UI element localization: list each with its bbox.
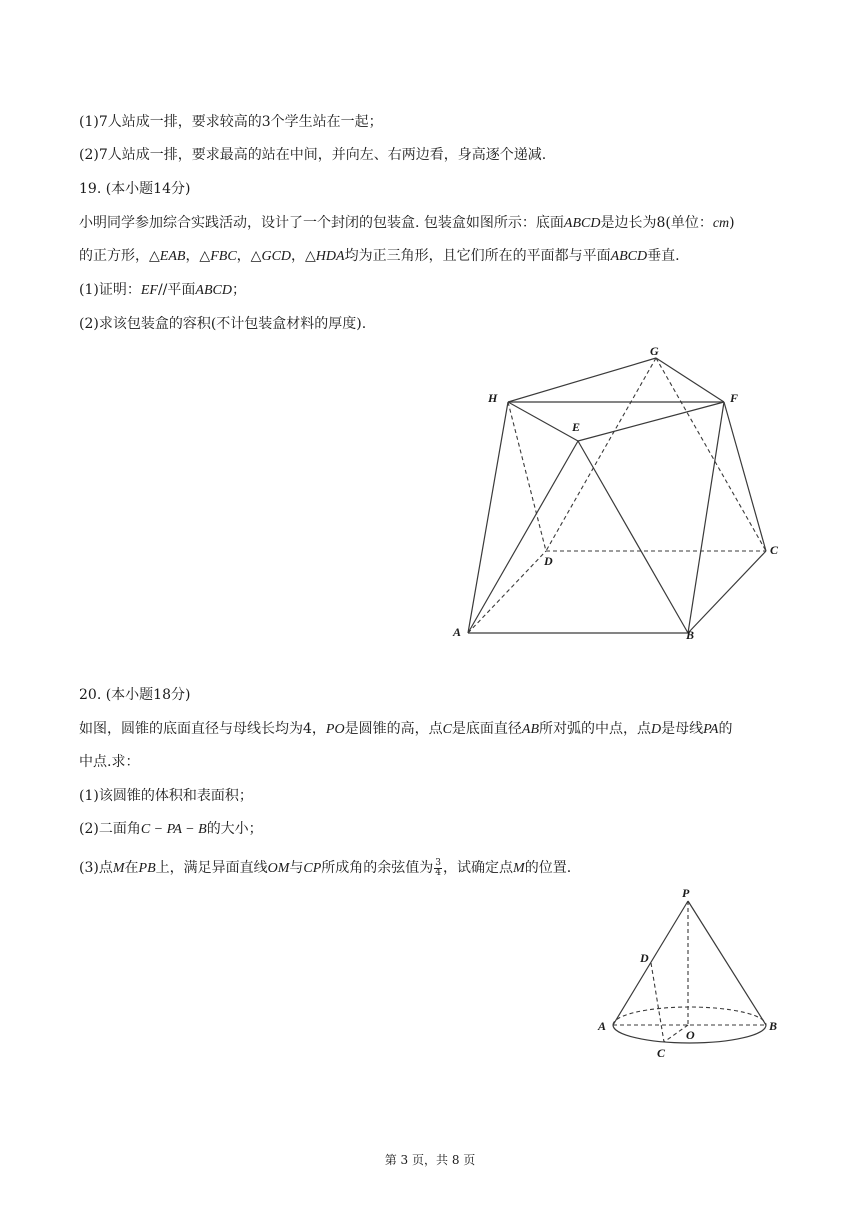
math-fbc: FBC [210,249,237,264]
math-gcd: GCD [261,249,292,264]
edge-fc [724,402,766,551]
q20-part3-text: 上，满足异面直线 [155,860,268,876]
q19-stem-text: 的正方形，△ [79,248,160,264]
q18-part2: (2)7人站成一排，要求最高的站在中间，并向左、右两边看，身高逐个递减. [79,147,547,163]
label-c: C [657,1046,666,1060]
page-footer: 第 3 页，共 8 页 [384,1153,476,1167]
label-g: G [650,344,659,358]
math-cp: CP [303,861,322,876]
q20-part3-text: (3)点 [79,860,113,876]
q20-part3-text: ，试确定点 [443,860,514,876]
label-d: D [544,554,553,568]
edge-gd [546,358,656,551]
edge-gf [656,358,724,402]
q19-part1-text: ； [231,282,246,298]
q20-part3 [79,858,571,879]
math-abcd: ABCD [195,283,232,298]
label-p: P [682,886,690,900]
math-cm: cm [712,216,730,231]
q20-part2-text: (2)二面角 [79,821,141,837]
math-ab: AB [521,722,540,737]
math-dihedral: C − PA − B [140,822,207,837]
edge-pb [688,901,766,1025]
q20-figure-cone [590,885,790,1065]
q19-part1-text: //平面 [157,282,196,298]
label-e: E [572,420,581,434]
q20-part3-text: 在 [124,860,139,876]
math-eab: EAB [159,249,186,264]
q20-part3-text: 的位置. [524,860,572,876]
q19-figure-package-box [440,335,800,645]
q20-stem-text: 是母线 [661,721,704,737]
q19-stem-text: 垂直. [647,248,680,264]
fraction-denominator: 4 [435,867,442,878]
q19-stem-text: 是边长为8(单位： [600,215,713,231]
math-m: M [112,861,125,876]
q20-part3-text: 与 [289,860,304,876]
label-f: F [730,391,739,405]
label-b: B [686,628,695,642]
q20-stem-text: 如图，圆锥的底面直径与母线长均为4， [79,721,326,737]
label-o: O [686,1028,695,1042]
base-back-arc [613,1007,766,1025]
math-c: C [442,722,452,737]
q20-stem-line2: 中点.求： [79,754,140,770]
label-a: A [598,1019,607,1033]
q20-part2-text: 的大小； [206,821,263,837]
label-a: A [453,625,462,639]
edge-gc [656,358,766,551]
math-abcd: ABCD [610,249,648,264]
label-b: B [769,1019,778,1033]
edge-pa [613,901,688,1025]
q19-stem-text: 均为正三角形，且它们所在的平面都与平面 [344,248,611,264]
math-ef: EF [140,283,158,298]
q20-stem-line1 [79,719,732,740]
edge-he [508,402,581,441]
q19-stem-text: ，△ [291,248,316,264]
q19-stem-text: ，△ [185,248,211,264]
edge-hf-top [508,358,656,402]
q20-stem-text: 是圆锥的高，点 [344,721,443,737]
math-m: M [513,861,525,876]
math-om: OM [267,861,290,876]
q19-part2: (2)求该包装盒的容积(不计包装盒材料的厚度). [79,316,367,332]
edge-hd [508,402,546,551]
q19-part1 [79,280,246,301]
edge-fb [688,402,724,633]
math-abcd: ABCD [563,216,601,231]
q20-stem-text: 所对弧的中点，点 [539,721,652,737]
q20-part3-text: 所成角的余弦值为 [321,860,434,876]
q20-stem-text: 是底面直径 [451,721,522,737]
q19-header: 19. (本小题14分) [79,181,191,197]
q19-stem-line1 [79,213,735,234]
q20-header: 20. (本小题18分) [79,687,191,703]
fraction-three-quarters [434,859,442,878]
math-d: D [651,722,662,737]
q18-part1: (1)7人站成一排，要求较高的3个学生站在一起； [79,114,383,130]
label-d: D [640,951,649,965]
q19-stem-line2 [79,246,680,267]
q20-stem-text: 的 [718,721,733,737]
edge-eb [578,441,688,633]
edge-oc [664,1025,688,1042]
q19-stem-text: ) [729,215,735,231]
q20-part2 [79,819,263,840]
edge-ef [578,402,724,441]
label-h: H [488,391,498,405]
math-po: PO [325,722,345,737]
label-c: C [770,543,779,557]
q20-part1: (1)该圆锥的体积和表面积； [79,788,253,804]
q19-part1-text: (1)证明： [79,282,141,298]
q19-stem-text: 小明同学参加综合实践活动，设计了一个封闭的包装盒. 包装盒如图所示：底面 [79,215,564,231]
math-hda: HDA [315,249,345,264]
q19-stem-text: ，△ [236,248,262,264]
fraction-numerator: 3 [435,857,442,868]
math-pa: PA [703,722,719,737]
edge-bc [688,551,766,633]
edge-dc [651,963,664,1042]
math-pb: PB [138,861,156,876]
